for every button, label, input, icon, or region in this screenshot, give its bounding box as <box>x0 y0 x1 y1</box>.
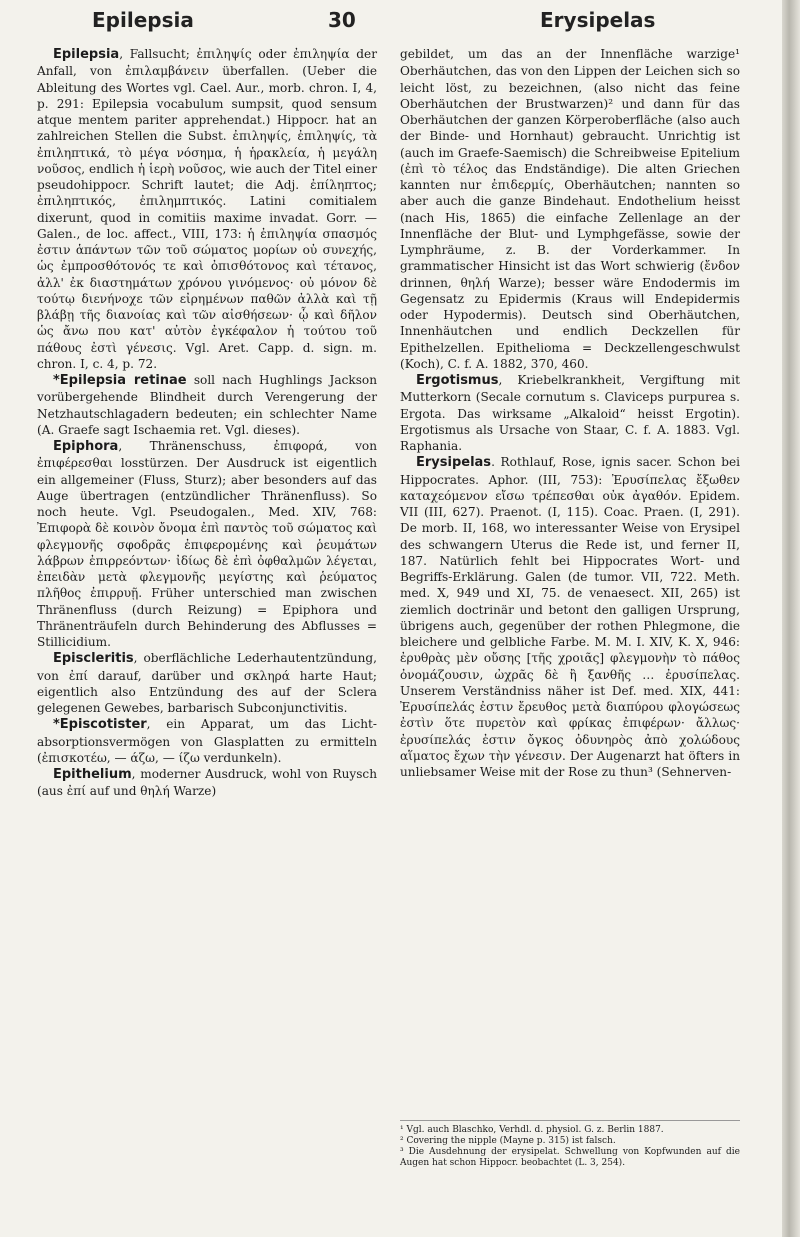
entry-headword: Epiphora <box>53 439 119 454</box>
entry-text: , Kriebelkrankheit, Vergiftung mit Mutterkorn (Secale cornutum s. Claviceps purpurea s. Ergota. Das wirksame „Alkaloid“ heisst Ergotin). Ergotismus als Ursache von Staar, C. f. A. 1883. Vgl. Raphania. <box>400 373 740 453</box>
entry-text: soll nach Hughlings Jackson vorübergehende Blindheit durch Verengerung der Netzhautschlagadern bedeuten; ein schlechter Name (A. Graefe sagt Ischaemia ret. Vgl. dieses). <box>37 373 377 437</box>
entry <box>37 372 377 438</box>
entry-text: , Thränenschuss, ἐπιφορά, von ἐπιφέρεσθαι losstürzen. Der Ausdruck ist eigentlich ein allgemeiner (Fluss, Sturz); aber besonders auf das Auge übertragen (entzündlicher Thränenfluss). So noch heute. Vgl. Pseudogalen., Med. XIV, 768: Ἐπιφορὰ δὲ κοινὸν ὄνομα ἐπὶ παντὸς τοῦ σώματος καὶ φλεγμονῆς σφοδρᾶς ἐπιφερομένης καὶ ῥευμάτων λάβρων ἐπιρρεόντων· ἰδίως δὲ ἐπὶ ὀφθαλμῶν λέγεται, ἐπειδὰν μετὰ φλεγμονῆς μεγίστης καὶ ῥεύματος πλῆθος ἐπιρρυῇ. Früher unterschied man zwischen Thränenfluss (durch Reizung) = Epiphora und Thränenträufeln durch Behinderung des Abflusses = Stillicidium. <box>37 439 377 649</box>
entry <box>37 716 377 766</box>
page-edge <box>782 0 800 1237</box>
entry-continuation <box>400 46 740 372</box>
running-head-right: Erysipelas <box>540 8 656 32</box>
footnote: ¹ Vgl. auch Blaschko, Verhdl. d. physiol. G. z. Berlin 1887. <box>400 1125 664 1135</box>
footnote: ³ Die Ausdehnung der erysipelat. Schwellung von Kopfwunden auf die Augen hat schon Hippocr. beobachtet (L. 3, 254). <box>400 1147 740 1168</box>
entry-text: , moderner Ausdruck, wohl von Ruysch (aus ἐπί auf und θηλή Warze) <box>37 767 377 799</box>
right-column <box>400 46 740 780</box>
footnote: ² Covering the nipple (Mayne p. 315) ist falsch. <box>400 1136 616 1146</box>
entry-headword: Ergotismus <box>416 373 499 388</box>
left-column <box>37 46 377 800</box>
entry-text: , Fallsucht; ἐπιληψίς oder ἐπιληψία der Anfall, von ἐπιλαμβάνειν überfallen. (Ueber die Ableitung des Wortes vgl. Cael. Aur., morb. chron. I, 4, p. 291: Epilepsia vocabulum sumpsit, quod sensum atque mentem pariter apprehendat.) Hippocr. hat an zahlreichen Stellen die Subst. ἐπιληψίς, ἐπιληψίς, τὰ ἐπιληπτικά, τὸ μέγα νόσημα, ἡ ἡρακλεία, ἡ μεγάλη νοῦσος, endlich ἡ ἱερὴ νοῦσος, wie auch der Titel einer pseudohippocr. Schrift lautet; die Adj. ἐπίληπτος; ἐπιληπτικός, ἐπιλημπτικός. Latini comitialem dixerunt, quod in comitiis maxime invadat. Gorr. — Galen., de loc. affect., VIII, 173: ἡ ἐπιληψία σπασμός ἐστιν ἁπάντων τῶν τοῦ σώματος μορίων οὐ συνεχής, ὡς ἐμπροσθότονός τε καὶ ὀπισθότονος καὶ τέτανος, ἀλλ' ἐκ διαστημάτων χρόνου γινόμενος· οὐ μόνον δὲ τούτῳ διενήνοχε τῶν εἰρημένων παθῶν ἀλλὰ καὶ τῇ βλάβῃ τῆς διανοίας καὶ τῶν αἰσθήσεων· ᾧ καὶ δῆλον ὡς ἄνω που κατ' αὐτὸν ἐγκέφαλον ἡ τούτου τοῦ πάθους ἐστὶ γένεσις. Vgl. Aret. Capp. d. sign. m. chron. I, c. 4, p. 72. <box>37 47 377 371</box>
entry-text: . Rothlauf, Rose, ignis sacer. Schon bei Hippocrates. Aphor. (III, 753): Ἐρυσίπελας ἔξωθεν καταχεόμενον εἴσω τρέπεσθαι οὐκ ἀγαθόν. Epidem. VII (III, 627). Praenot. (I, 115). Coac. Praen. (I, 291). De morb. II, 168, wo interessanter Weise von Erysipel des schwangern Uterus die Rede ist, und ferner II, 187. Natürlich fehlt bei Hippocrates Wort- und Begriffs-Erklärung. Galen (de tumor. VII, 722. Meth. med. X, 949 und XI, 75. de venaesect. XII, 265) ist ziemlich doctrinär und betont den galligen Ursprung, übrigens auch, gegenüber der rothen Phlegmone, die bleichere und gelbliche Farbe. M. M. I. XIV, K. X, 946: ἐρυθρὰς μὲν οὔσης [τῆς χροιᾶς] φλεγμονὴν τὸ πάθος ὀνομάζουσιν, ὠχρᾶς δὲ ἢ ξανθῆς … ἐρυσίπελας. Unserem Verständniss näher ist Def. med. XIX, 441: Ἐρυσίπελάς ἐστιν ἔρευθος μετὰ διαπύρου φλογώσεως ἐστὶν ὅτε πυρετὸν καὶ φρίκας ἐπιφέρων· ἄλλως· ἐρυσίπελάς ἐστιν ὄγκος ὀδυνηρὸς ἀπὸ χολώδους αἵματος ἔχων τὴν γένεσιν. Der Augenarzt hat öfters in unliebsamer Weise mit der Rose zu thun³ (Sehnerven- <box>400 455 740 779</box>
entry-headword: *Epilepsia retinae <box>53 373 187 388</box>
entry-text: , oberflächliche Lederhautentzündung, von ἐπί darauf, darüber und σκληρά harte Haut; eigentlich also Entzündung des auf der Sclera gelegenen Gewebes, barbarisch Subconjunctivitis. <box>37 651 377 715</box>
entry <box>37 650 377 716</box>
entry <box>400 454 740 780</box>
entry <box>37 46 377 372</box>
running-head-left: Epilepsia <box>92 8 194 32</box>
entry-text: gebildet, um das an der Innenfläche warzige¹ Oberhäutchen, das von den Lippen der Leichen sich so leicht löst, zu bezeichnen, (also nicht das feine Oberhäutchen der Brustwarzen)² und dann für das Oberhäutchen der ganzen Körperoberfläche (also auch der Binde- und Hornhaut) gebraucht. Unrichtig ist (auch im Graefe-Saemisch) die Schreibweise Epitelium (ἐπὶ τὸ τέλος das Endständige). Die alten Griechen kannten nur ἐπιδερμίς, Oberhäutchen; nannten so aber auch die ganze Bindehaut. Endothelium heisst (nach His, 1865) die einfache Zellenlage an der Innenfläche der Blut- und Lymphgefässe, sowie der Lymphräume, z. B. der Vorderkammer. In grammatischer Hinsicht ist das Wort schwierig (ἔνδον drinnen, θηλή Warze); besser wäre Endodermis im Gegensatz zu Epidermis (Kraus will Endepidermis oder Hypodermis). Deutsch sind Oberhäutchen, Innenhäutchen und endlich Deckzellen für Epithelzellen. Epithelioma = Deckzellengeschwulst (Koch), C. f. A. 1882, 370, 460. <box>400 47 740 371</box>
entry-headword: *Episcotister <box>53 717 147 733</box>
entry <box>400 372 740 454</box>
entry-headword: Epilepsia <box>53 47 120 62</box>
page-number: 30 <box>328 8 356 32</box>
entry-text: , ein Apparat, um das Licht-absorptionsvermögen von Glasplatten zu ermitteln (ἐπισκοτέω, — άζω, — ίζω verdunkeln). <box>37 717 377 765</box>
entry <box>37 438 377 650</box>
footnotes <box>400 1120 740 1169</box>
entry-headword: Epithelium <box>53 767 132 782</box>
entry-headword: Episcleritis <box>53 651 134 667</box>
entry-headword: Erysipelas <box>416 455 492 471</box>
entry <box>37 766 377 800</box>
